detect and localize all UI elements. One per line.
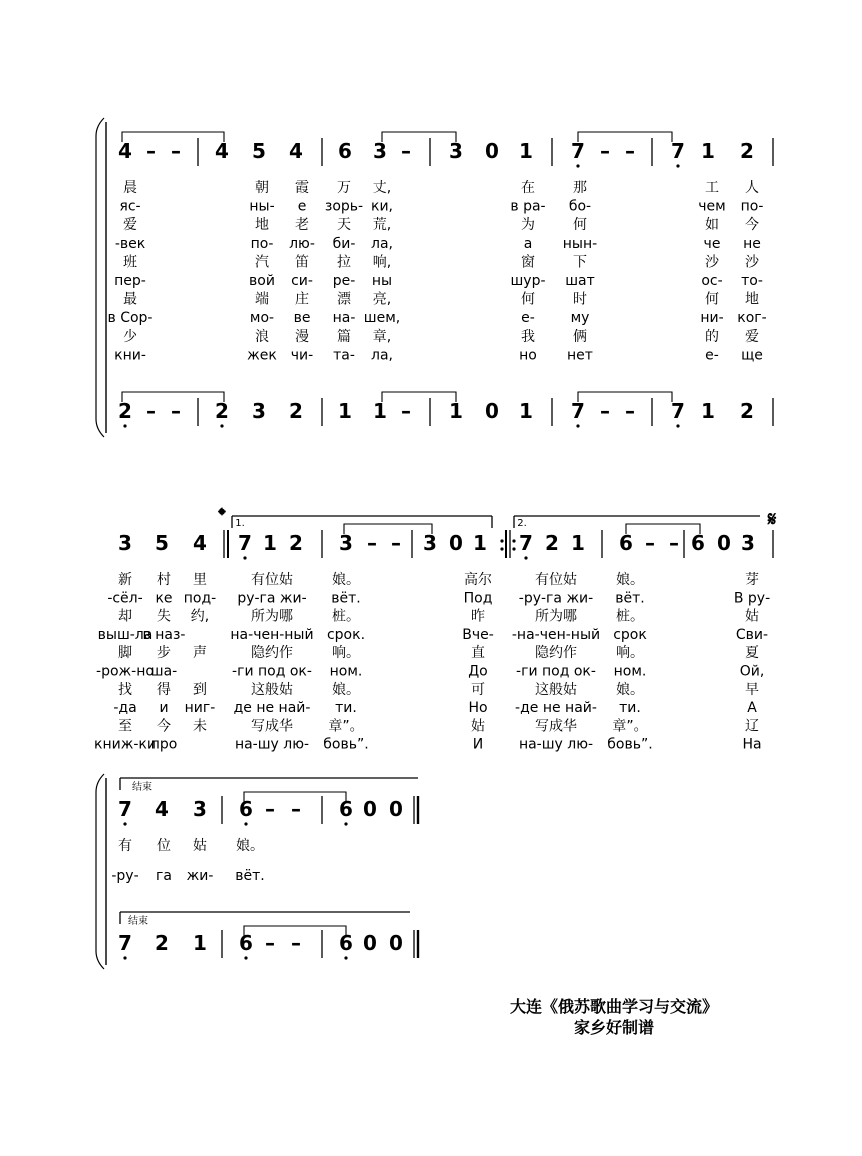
lyric-1-7-3: на- [332, 310, 356, 327]
upper-note-3-8: 0 [389, 797, 403, 821]
lyric-2-6-6: 这般姑 [535, 681, 577, 698]
lyric-3-0-2: 姑 [193, 838, 207, 854]
lyric-2-9-4: бовь”. [323, 736, 369, 753]
upper-note-1-6: 6 [338, 139, 352, 163]
note-2-16: – [645, 531, 655, 555]
lyric-2-7-7: ти. [619, 700, 641, 717]
lower-note-1-5: 2 [289, 399, 303, 423]
lower-note-1-11: 1 [519, 399, 533, 423]
note-2-10: 0 [449, 531, 463, 555]
lyric-1-6-8: 地 [745, 291, 759, 308]
lyric-1-6-2: 庄 [295, 291, 309, 308]
lyric-2-8-5: 姑 [471, 718, 485, 735]
lyric-2-6-4: 娘。 [332, 681, 360, 698]
note-2-0: 3 [118, 531, 132, 555]
lyric-1-9-7: е- [705, 347, 719, 364]
lyric-1-7-1: мо- [249, 310, 275, 327]
lyric-2-2-1: 失 [157, 608, 171, 625]
note-2-19: 0 [717, 531, 731, 555]
note-2-9: 3 [423, 531, 437, 555]
lyric-1-7-0: в Сор- [107, 310, 153, 327]
lower-note-1-8: – [401, 399, 411, 423]
lyric-2-4-2: 声 [193, 645, 207, 662]
lower-note-1-2: – [171, 399, 181, 423]
lyric-2-6-0: 找 [118, 681, 132, 698]
lower-note-1-15: 7 [671, 399, 685, 423]
note-2-7: – [367, 531, 377, 555]
upper-note-1-5: 4 [289, 139, 303, 163]
lower-note-3-8: 0 [389, 931, 403, 955]
lyric-2-0-8: 芽 [745, 572, 759, 588]
lyric-1-4-8: 沙 [745, 254, 759, 271]
lyric-1-1-1: ны- [249, 198, 275, 215]
lyric-1-5-0: пер- [114, 273, 146, 289]
lyric-1-6-6: 时 [573, 291, 587, 308]
lyric-1-4-3: 拉 [337, 254, 351, 271]
lyric-1-7-5: е- [521, 310, 535, 327]
upper-note-1-4: 5 [252, 139, 266, 163]
lower-note-1-4: 3 [252, 399, 266, 423]
lower-note-3-2: 1 [193, 931, 207, 955]
segno-sign: 𝄋 [767, 507, 777, 531]
lyric-2-3-1: в наз- [142, 626, 186, 643]
lower-note-1-13: – [600, 399, 610, 423]
lyric-2-9-6: на-шу лю- [518, 736, 594, 753]
upper-note-1-9: 3 [449, 139, 463, 163]
lower-note-3-3: 6 [239, 931, 253, 955]
lyric-1-5-5: шур- [510, 273, 546, 289]
lower-note-1-9: 1 [449, 399, 463, 423]
lyric-1-2-6: 何 [573, 217, 587, 234]
low-octave-dot [244, 822, 247, 825]
lyric-1-4-4: 响, [372, 254, 392, 271]
lyric-2-5-0: -рож-но [96, 663, 154, 680]
lyric-1-7-8: ког- [737, 310, 767, 327]
lyric-1-4-1: 汽 [255, 254, 269, 271]
lyric-1-5-6: шат [565, 273, 595, 289]
lyric-1-9-1: жек [247, 347, 277, 364]
lyric-1-3-3: би- [332, 235, 356, 252]
lyric-2-9-8: На [742, 736, 762, 753]
lyric-1-4-6: 下 [573, 254, 587, 271]
lyric-2-3-8: Сви- [735, 626, 769, 643]
lyric-1-9-2: чи- [290, 347, 314, 364]
lyric-1-8-7: 的 [705, 328, 719, 345]
lyric-2-6-3: 这般姑 [251, 681, 293, 698]
lyric-2-1-0: -сёл- [107, 590, 143, 607]
lyric-2-0-3: 有位姑 [251, 572, 293, 588]
lyric-2-6-7: 娘。 [616, 681, 644, 698]
repeat-dot [512, 547, 515, 550]
lower-note-3-4: – [265, 931, 275, 955]
note-2-1: 5 [155, 531, 169, 555]
lyric-1-1-8: по- [740, 198, 764, 215]
lyric-1-5-7: ос- [701, 273, 723, 289]
lyric-1-4-0: 班 [123, 254, 137, 271]
upper-note-3-7: 0 [363, 797, 377, 821]
lyric-2-5-7: ном. [613, 663, 647, 680]
note-2-5: 2 [289, 531, 303, 555]
lyric-2-8-1: 今 [157, 718, 171, 735]
lyric-1-2-4: 荒, [372, 217, 392, 234]
low-octave-dot [576, 424, 579, 427]
lyric-1-3-7: че [703, 235, 721, 252]
lyric-1-3-1: по- [250, 235, 274, 252]
lyric-1-7-7: ни- [700, 310, 724, 327]
lyric-1-1-0: яс- [119, 198, 141, 215]
low-octave-dot [576, 164, 579, 167]
lyric-1-0-7: 工 [705, 180, 719, 196]
lyric-2-4-8: 夏 [745, 645, 759, 662]
lyric-1-9-5: но [519, 347, 537, 364]
system3-brace [96, 774, 104, 969]
lyric-1-8-0: 少 [123, 328, 137, 345]
note-2-11: 1 [473, 531, 487, 555]
lyric-2-3-4: срок. [326, 626, 366, 643]
lyric-1-0-3: 万 [337, 180, 351, 196]
lyric-3-1-0: -ру- [111, 868, 139, 884]
note-2-15: 6 [619, 531, 633, 555]
repeat-dot [500, 539, 503, 542]
upper-note-1-15: 7 [671, 139, 685, 163]
lyric-2-7-1: и [159, 700, 169, 717]
lyric-1-7-6: му [570, 310, 590, 327]
lyric-1-6-7: 何 [705, 291, 719, 308]
lyric-1-9-8: ще [741, 347, 763, 364]
lyric-1-2-5: 为 [521, 217, 535, 234]
lyric-1-8-8: 爱 [745, 328, 759, 345]
lyric-1-7-2: ве [293, 310, 311, 327]
lyric-2-2-4: 桩。 [332, 608, 360, 625]
volta2-label: 2. [517, 518, 527, 529]
lyric-1-1-7: чем [698, 198, 726, 215]
lyric-1-5-1: вой [249, 273, 275, 289]
low-octave-dot [123, 424, 126, 427]
note-2-3: 7 [238, 531, 252, 555]
lyric-1-4-5: 窗 [521, 254, 535, 271]
lyric-1-8-4: 章, [372, 328, 392, 345]
upper-note-1-16: 1 [701, 139, 715, 163]
lower-note-1-14: – [625, 399, 635, 423]
lyric-1-9-4: ла, [371, 347, 393, 364]
coda-sign: 𝄌 [218, 503, 226, 527]
ending2-label: 结束 [128, 916, 148, 927]
upper-note-3-4: – [265, 797, 275, 821]
credit-line1: 大连《俄苏歌曲学习与交流》 [509, 997, 719, 1016]
lyric-2-0-4: 娘。 [332, 572, 360, 588]
lyric-2-4-6: 隐约作 [535, 645, 577, 662]
lyric-2-6-1: 得 [157, 681, 171, 698]
lyric-2-4-5: 直 [471, 645, 485, 662]
lyric-3-1-3: вёт. [235, 868, 265, 884]
upper-note-1-17: 2 [740, 139, 754, 163]
lyric-1-7-4: шем, [363, 310, 401, 327]
lyric-1-3-4: ла, [371, 235, 393, 252]
lyric-2-4-1: 步 [157, 645, 171, 662]
lyric-2-1-7: вёт. [615, 590, 645, 607]
lyric-2-2-0: 却 [118, 608, 132, 625]
lyric-1-1-3: зорь- [324, 198, 364, 215]
lyric-2-6-8: 早 [745, 681, 759, 698]
low-octave-dot [123, 822, 126, 825]
upper-note-1-3: 4 [215, 139, 229, 163]
low-octave-dot [676, 424, 679, 427]
lower-note-1-12: 7 [571, 399, 585, 423]
lyric-1-6-5: 何 [521, 291, 535, 308]
lyric-2-3-7: срок [613, 626, 647, 643]
lyric-2-1-8: В ру- [733, 590, 771, 607]
lyric-1-9-0: кни- [114, 347, 146, 364]
lyric-2-8-3: 写成华 [251, 718, 293, 735]
lower-note-1-7: 1 [373, 399, 387, 423]
lyric-1-3-8: не [743, 235, 761, 252]
lyric-2-2-8: 姑 [745, 608, 759, 625]
lyric-1-3-0: -век [114, 235, 146, 252]
lyric-2-0-6: 有位姑 [535, 572, 577, 588]
lyric-2-1-4: вёт. [331, 590, 361, 607]
lyric-2-7-2: ниг- [184, 700, 216, 717]
upper-note-1-11: 1 [519, 139, 533, 163]
upper-note-3-5: – [291, 797, 301, 821]
lyric-1-2-8: 今 [745, 217, 759, 234]
lyric-3-1-2: жи- [186, 868, 214, 884]
low-octave-dot [344, 956, 347, 959]
lyric-1-5-8: то- [741, 273, 763, 289]
lyric-3-0-0: 有 [118, 838, 132, 854]
lyric-2-4-0: 脚 [118, 645, 132, 662]
tie-arc [382, 392, 456, 402]
repeat-dot [512, 539, 515, 542]
lyric-2-9-0: книж-ки [94, 736, 156, 753]
low-octave-dot [344, 822, 347, 825]
lyric-2-2-2: 约, [190, 608, 210, 625]
lyric-2-6-5: 可 [471, 681, 485, 698]
low-octave-dot [676, 164, 679, 167]
upper-note-3-6: 6 [339, 797, 353, 821]
lyric-1-9-6: нет [567, 347, 593, 364]
lyric-1-1-6: бо- [568, 198, 592, 215]
lyric-2-4-7: 响。 [616, 645, 644, 662]
lyric-1-2-0: 爱 [123, 217, 137, 234]
lyric-1-0-4: 丈, [372, 180, 392, 196]
lyric-1-8-6: 俩 [573, 328, 587, 345]
repeat-dot [500, 547, 503, 550]
upper-note-1-7: 3 [373, 139, 387, 163]
lyric-1-0-6: 那 [573, 180, 587, 196]
lyric-1-2-2: 老 [295, 217, 309, 234]
lyric-1-0-1: 朝 [255, 180, 269, 196]
lower-note-3-6: 6 [339, 931, 353, 955]
lower-note-1-10: 0 [485, 399, 499, 423]
lower-note-1-17: 2 [740, 399, 754, 423]
lyric-2-9-1: про [150, 736, 178, 753]
lyric-2-7-5: Но [468, 700, 488, 717]
note-2-4: 1 [263, 531, 277, 555]
lyric-2-7-0: -да [113, 700, 137, 717]
lyric-2-9-7: бовь”. [607, 736, 653, 753]
lyric-1-8-1: 浪 [255, 328, 269, 345]
lyric-2-0-5: 高尔 [464, 572, 492, 588]
lyric-1-9-3: та- [333, 347, 355, 364]
lyric-2-7-3: де не най- [233, 700, 311, 717]
lyric-2-6-2: 到 [193, 681, 207, 698]
lyric-2-7-6: -де не най- [515, 700, 597, 717]
note-2-18: 6 [691, 531, 705, 555]
upper-note-1-0: 4 [118, 139, 132, 163]
lyric-2-1-2: под- [183, 590, 217, 607]
lower-note-3-0: 7 [118, 931, 132, 955]
lyric-1-6-1: 端 [255, 291, 269, 308]
note-2-17: – [669, 531, 679, 555]
lyric-1-3-6: нын- [562, 235, 598, 252]
lyric-1-3-2: лю- [289, 235, 315, 252]
lyric-2-8-0: 至 [118, 718, 132, 735]
note-2-13: 2 [545, 531, 559, 555]
lower-note-3-1: 2 [155, 931, 169, 955]
lyric-2-8-8: 辽 [745, 718, 759, 735]
lower-note-1-16: 1 [701, 399, 715, 423]
note-2-6: 3 [339, 531, 353, 555]
lyric-1-5-2: си- [291, 273, 313, 289]
lyric-1-6-3: 漂 [337, 291, 351, 308]
upper-note-3-0: 7 [118, 797, 132, 821]
note-2-14: 1 [571, 531, 585, 555]
lower-note-3-7: 0 [363, 931, 377, 955]
tie-arc [382, 132, 456, 142]
lyric-1-1-2: е [297, 198, 307, 215]
lyric-2-8-2: 未 [193, 718, 207, 735]
lyric-3-0-3: 娘。 [236, 838, 264, 854]
lyric-1-0-2: 霞 [295, 180, 309, 196]
lyric-2-5-8: Ой, [739, 663, 765, 680]
lyric-2-8-7: 章”。 [612, 718, 648, 735]
lyric-1-4-7: 沙 [705, 254, 719, 271]
low-octave-dot [243, 556, 246, 559]
lyric-1-2-3: 天 [337, 217, 351, 234]
note-2-2: 4 [193, 531, 207, 555]
low-octave-dot [524, 556, 527, 559]
lyric-2-0-7: 娘。 [616, 572, 644, 588]
lyric-2-1-1: ке [155, 590, 173, 607]
lyric-2-2-5: 昨 [471, 608, 485, 625]
lyric-1-5-3: ре- [332, 273, 356, 289]
upper-note-1-2: – [171, 139, 181, 163]
lyric-2-4-4: 响。 [332, 645, 360, 662]
note-2-12: 7 [519, 531, 533, 555]
lyric-1-1-4: ки, [370, 198, 394, 215]
lyric-1-8-3: 篇 [337, 328, 351, 345]
upper-note-3-3: 6 [239, 797, 253, 821]
lyric-1-3-5: а [523, 235, 533, 252]
low-octave-dot [123, 956, 126, 959]
low-octave-dot [244, 956, 247, 959]
lyric-2-0-2: 里 [193, 572, 207, 588]
lyric-2-5-4: ном. [329, 663, 363, 680]
lyric-2-4-3: 隐约作 [251, 645, 293, 662]
lyric-2-8-6: 写成华 [535, 718, 577, 735]
lyric-2-0-0: 新 [118, 572, 132, 588]
lyric-2-1-5: Под [463, 590, 493, 607]
lyric-2-5-3: -ги под ок- [232, 663, 312, 680]
lyric-2-1-3: ру-га жи- [237, 590, 307, 607]
lower-note-1-0: 2 [118, 399, 132, 423]
upper-note-3-1: 4 [155, 797, 169, 821]
lyric-2-1-6: -ру-га жи- [518, 590, 594, 607]
lyric-1-2-1: 地 [255, 217, 269, 234]
low-octave-dot [220, 424, 223, 427]
lyric-2-3-3: на-чен-ный [230, 626, 314, 643]
lyric-2-5-6: -ги под ок- [516, 663, 596, 680]
ending1-label: 结束 [132, 782, 152, 793]
lyric-2-7-4: ти. [335, 700, 357, 717]
lyric-1-8-5: 我 [521, 328, 535, 345]
lyric-2-8-4: 章”。 [328, 718, 364, 735]
tie-arc [626, 524, 700, 534]
upper-note-1-14: – [625, 139, 635, 163]
lower-note-3-5: – [291, 931, 301, 955]
lyric-2-2-6: 所为哪 [535, 608, 577, 625]
tie-arc [344, 524, 432, 534]
lyric-2-9-5: И [472, 736, 484, 753]
lyric-1-0-0: 晨 [123, 180, 137, 196]
upper-note-1-12: 7 [571, 139, 585, 163]
upper-note-1-10: 0 [485, 139, 499, 163]
credit-line2: 家乡好制谱 [573, 1018, 655, 1037]
upper-note-1-8: – [401, 139, 411, 163]
lyric-1-6-4: 亮, [372, 291, 392, 308]
upper-note-3-2: 3 [193, 797, 207, 821]
lyric-3-0-1: 位 [157, 838, 171, 854]
lyric-2-3-6: -на-чен-ный [511, 626, 601, 643]
system1-brace [96, 118, 104, 437]
lyric-2-3-0: выш-ла [97, 626, 153, 643]
lower-note-1-3: 2 [215, 399, 229, 423]
lyric-1-5-4: ны [371, 273, 393, 289]
lyric-1-4-2: 笛 [295, 254, 309, 271]
lyric-1-1-5: в ра- [510, 198, 546, 215]
lyric-1-2-7: 如 [705, 217, 719, 234]
note-2-8: – [391, 531, 401, 555]
lyric-3-1-1: га [156, 868, 172, 884]
lyric-2-2-7: 桩。 [616, 608, 644, 625]
lyric-1-0-8: 人 [745, 180, 759, 196]
lyric-2-3-5: Вче- [462, 626, 494, 643]
lyric-2-2-3: 所为哪 [251, 608, 293, 625]
lyric-2-9-3: на-шу лю- [234, 736, 310, 753]
lyric-2-5-5: До [468, 663, 488, 680]
lyric-1-0-5: 在 [521, 180, 535, 196]
volta1-label: 1. [235, 518, 245, 529]
lyric-1-8-2: 漫 [295, 328, 309, 345]
lower-note-1-6: 1 [338, 399, 352, 423]
lower-note-1-1: – [146, 399, 156, 423]
note-2-20: 3 [741, 531, 755, 555]
upper-note-1-13: – [600, 139, 610, 163]
lyric-2-0-1: 村 [157, 572, 171, 588]
lyric-2-7-8: А [747, 700, 757, 717]
lyric-2-5-1: ша- [150, 663, 178, 680]
upper-note-1-1: – [146, 139, 156, 163]
lyric-1-6-0: 最 [123, 291, 137, 308]
